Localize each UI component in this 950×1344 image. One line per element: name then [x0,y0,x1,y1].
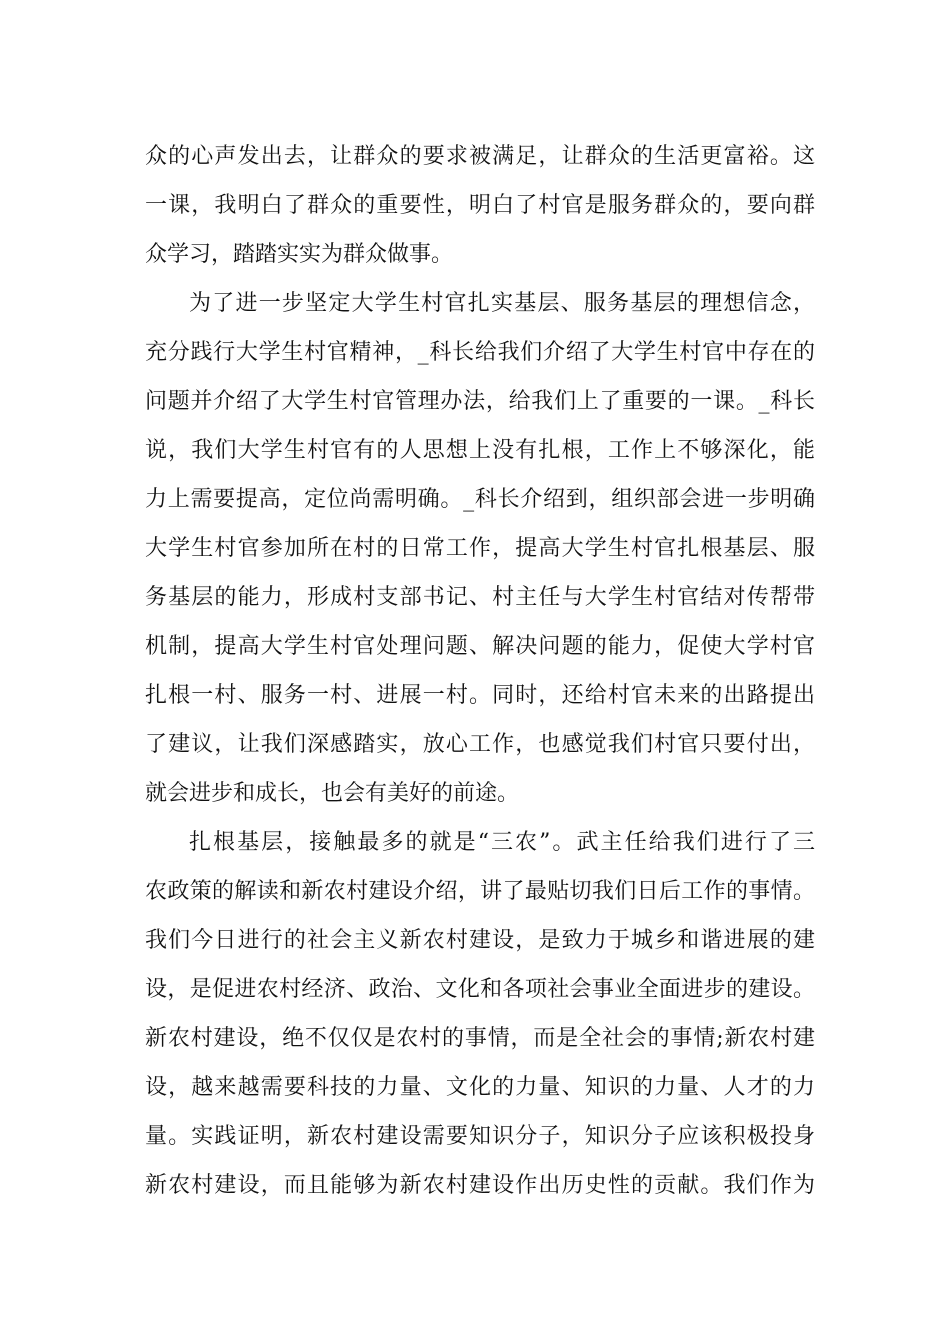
body-text [145,132,815,1210]
text-line: 了建议，让我们深感踏实，放心工作，也感觉我们村官只要付出， [145,732,815,757]
text-line: 力上需要提高，定位尚需明确。_科长介绍到，组织部会进一步明确 [145,487,815,512]
text-line: 问题并介绍了大学生村官管理办法，给我们上了重要的一课。_科长 [145,389,815,414]
text-line: 说，我们大学生村官有的人思想上没有扎根，工作上不够深化，能 [145,438,815,463]
text-line: 我们今日进行的社会主义新农村建设，是致力于城乡和谐进展的建 [145,928,815,953]
text-line: 务基层的能力，形成村支部书记、村主任与大学生村官结对传帮带 [145,585,815,610]
text-line: 新农村建设，绝不仅仅是农村的事情，而是全社会的事情;新农村建 [145,1026,815,1051]
text-line: 扎根基层，接触最多的就是“三农”。武主任给我们进行了三 [189,830,815,855]
text-line: 量。实践证明，新农村建设需要知识分子，知识分子应该积极投身 [145,1124,815,1149]
text-line: 充分践行大学生村官精神，_科长给我们介绍了大学生村官中存在的 [145,340,815,365]
text-line: 众的心声发出去，让群众的要求被满足，让群众的生活更富裕。这 [145,144,815,169]
text-line: 众学习，踏踏实实为群众做事。 [145,242,454,267]
text-line: 新农村建设，而且能够为新农村建设作出历史性的贡献。我们作为 [145,1173,815,1198]
text-line: 一课，我明白了群众的重要性，明白了村官是服务群众的，要向群 [145,193,815,218]
text-line: 大学生村官参加所在村的日常工作，提高大学生村官扎根基层、服 [145,536,815,561]
text-line: 为了进一步坚定大学生村官扎实基层、服务基层的理想信念， [189,291,815,316]
text-line: 扎根一村、服务一村、进展一村。同时，还给村官未来的出路提出 [145,683,815,708]
text-line: 就会进步和成长，也会有美好的前途。 [145,781,520,806]
text-line: 农政策的解读和新农村建设介绍，讲了最贴切我们日后工作的事情。 [145,879,815,904]
text-line: 设，越来越需要科技的力量、文化的力量、知识的力量、人才的力 [145,1075,815,1100]
text-line: 机制，提高大学生村官处理问题、解决问题的能力，促使大学村官 [145,634,815,659]
text-line: 设，是促进农村经济、政治、文化和各项社会事业全面进步的建设。 [145,977,815,1002]
